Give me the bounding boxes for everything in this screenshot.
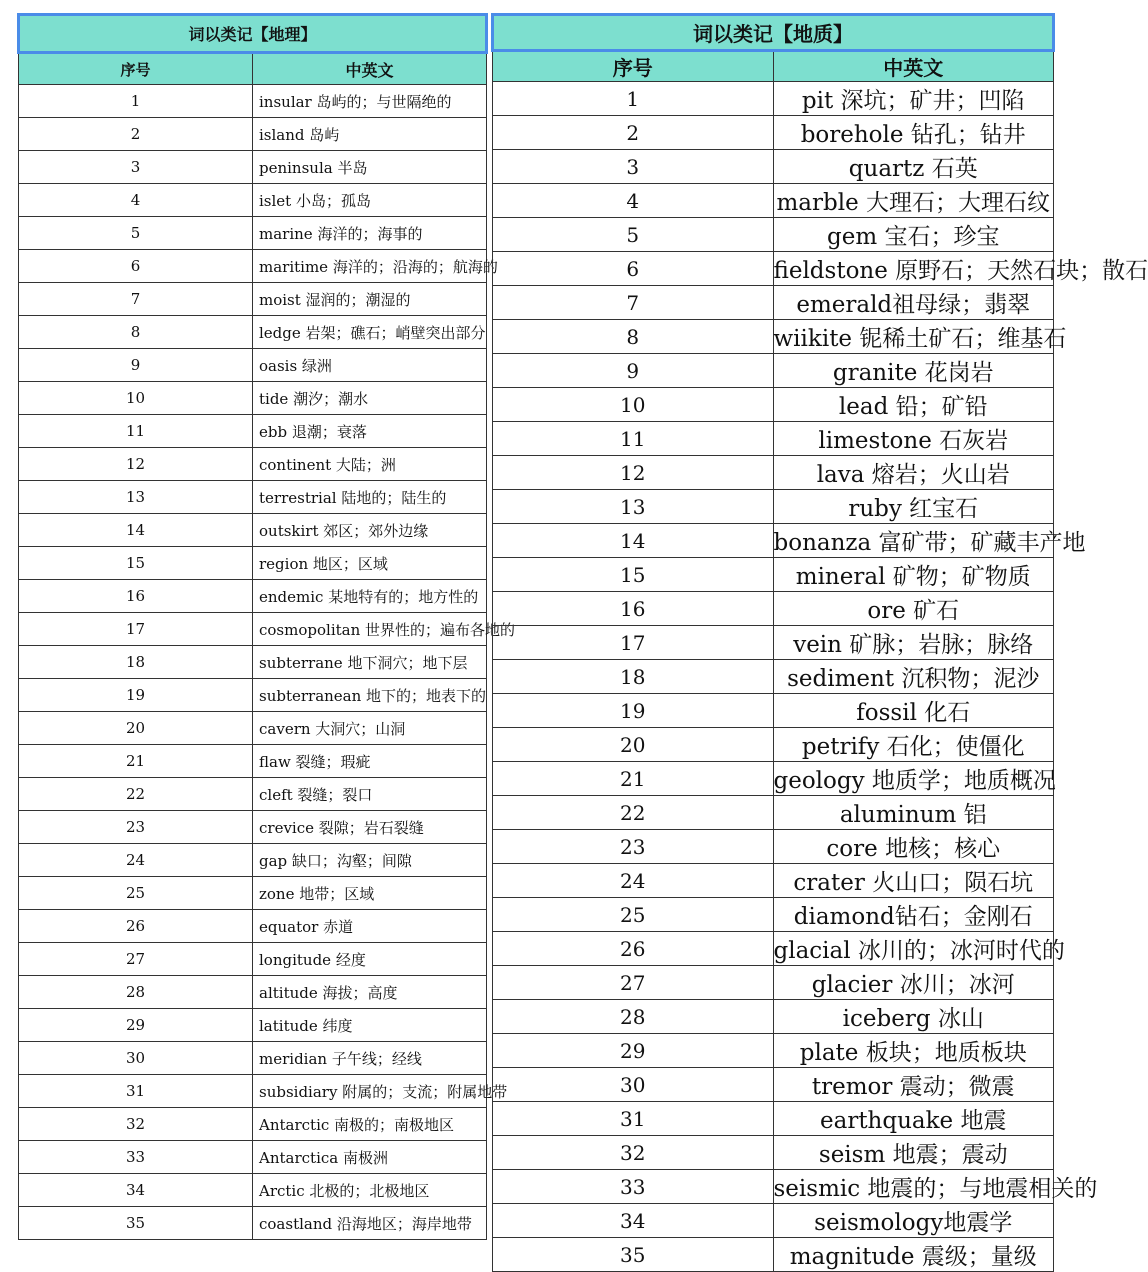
geology-row-number: 26	[493, 932, 774, 966]
geology-table-row	[493, 796, 1054, 830]
geology-row-number: 23	[493, 830, 774, 864]
geology-row-term: seismic 地震的；与地震相关的	[773, 1170, 1054, 1204]
geology-row-term: tremor 震动；微震	[773, 1068, 1054, 1102]
geography-row-number: 26	[19, 910, 253, 943]
geology-table-row	[493, 898, 1054, 932]
geography-table-row	[19, 184, 487, 217]
geology-row-number: 28	[493, 1000, 774, 1034]
geography-row-number: 8	[19, 316, 253, 349]
geology-table-row	[493, 252, 1054, 286]
geology-table-row	[493, 422, 1054, 456]
geology-row-term: lead 铅；矿铅	[773, 388, 1054, 422]
geology-table-row	[493, 592, 1054, 626]
geography-table-row	[19, 646, 487, 679]
geology-row-term: quartz 石英	[773, 150, 1054, 184]
geography-table-row	[19, 844, 487, 877]
geology-row-number: 24	[493, 864, 774, 898]
geography-row-term: oasis 绿洲	[253, 349, 487, 382]
geography-row-number: 16	[19, 580, 253, 613]
geology-row-term: seism 地震；震动	[773, 1136, 1054, 1170]
geology-table-title: 词以类记【地质】	[493, 15, 1054, 51]
geography-row-term: gap 缺口；沟壑；间隙	[253, 844, 487, 877]
geography-table-row	[19, 877, 487, 910]
geology-row-number: 10	[493, 388, 774, 422]
geology-table-row	[493, 1068, 1054, 1102]
geology-table-row	[493, 184, 1054, 218]
geology-table-row	[493, 1204, 1054, 1238]
geography-row-number: 18	[19, 646, 253, 679]
geography-row-term: longitude 经度	[253, 943, 487, 976]
geology-row-term: seismology地震学	[773, 1204, 1054, 1238]
geography-row-number: 20	[19, 712, 253, 745]
geology-table-row	[493, 558, 1054, 592]
geography-table-row	[19, 811, 487, 844]
geology-row-number: 6	[493, 252, 774, 286]
geography-table-row	[19, 1009, 487, 1042]
geology-row-number: 16	[493, 592, 774, 626]
geology-row-number: 1	[493, 82, 774, 116]
geography-col-term: 中英文	[253, 53, 487, 85]
geography-table-row	[19, 547, 487, 580]
geography-table-row	[19, 514, 487, 547]
geology-row-term: diamond钻石；金刚石	[773, 898, 1054, 932]
geography-row-number: 34	[19, 1174, 253, 1207]
geology-row-term: fossil 化石	[773, 694, 1054, 728]
geography-row-term: cleft 裂缝；裂口	[253, 778, 487, 811]
geography-row-number: 25	[19, 877, 253, 910]
geography-row-term: cosmopolitan 世界性的；遍布各地的	[253, 613, 487, 646]
geography-row-term: meridian 子午线；经线	[253, 1042, 487, 1075]
geology-row-number: 5	[493, 218, 774, 252]
geography-row-term: terrestrial 陆地的；陆生的	[253, 481, 487, 514]
geography-row-term: Arctic 北极的；北极地区	[253, 1174, 487, 1207]
geology-row-term: bonanza 富矿带；矿藏丰产地	[773, 524, 1054, 558]
geology-row-number: 15	[493, 558, 774, 592]
geography-table-row	[19, 613, 487, 646]
geology-table-row	[493, 524, 1054, 558]
geography-row-term: altitude 海拔；高度	[253, 976, 487, 1009]
geography-row-number: 11	[19, 415, 253, 448]
geology-table-row	[493, 762, 1054, 796]
geography-table-row	[19, 1075, 487, 1108]
geology-row-number: 9	[493, 354, 774, 388]
geography-row-term: subterrane 地下洞穴；地下层	[253, 646, 487, 679]
geology-table-row	[493, 82, 1054, 116]
geology-row-term: ore 矿石	[773, 592, 1054, 626]
geography-row-term: subterranean 地下的；地表下的	[253, 679, 487, 712]
geography-row-number: 19	[19, 679, 253, 712]
geography-title-row	[19, 15, 487, 53]
geology-row-number: 19	[493, 694, 774, 728]
geography-row-number: 33	[19, 1141, 253, 1174]
geography-table-row	[19, 481, 487, 514]
geography-row-number: 35	[19, 1207, 253, 1240]
geology-row-number: 22	[493, 796, 774, 830]
geology-table-row	[493, 864, 1054, 898]
geology-table-row	[493, 830, 1054, 864]
geology-row-number: 12	[493, 456, 774, 490]
geography-table-row	[19, 349, 487, 382]
geology-row-number: 7	[493, 286, 774, 320]
geography-table-row	[19, 910, 487, 943]
geography-table-row	[19, 151, 487, 184]
geology-table-row	[493, 490, 1054, 524]
geology-row-number: 18	[493, 660, 774, 694]
geology-row-number: 3	[493, 150, 774, 184]
geography-row-term: latitude 纬度	[253, 1009, 487, 1042]
geology-row-number: 33	[493, 1170, 774, 1204]
geology-row-number: 2	[493, 116, 774, 150]
geology-row-number: 8	[493, 320, 774, 354]
geology-row-term: marble 大理石；大理石纹	[773, 184, 1054, 218]
geology-row-term: pit 深坑；矿井；凹陷	[773, 82, 1054, 116]
geology-row-term: petrify 石化；使僵化	[773, 728, 1054, 762]
geology-row-number: 32	[493, 1136, 774, 1170]
geology-row-number: 11	[493, 422, 774, 456]
geology-row-term: granite 花岗岩	[773, 354, 1054, 388]
geography-row-number: 27	[19, 943, 253, 976]
geography-row-term: insular 岛屿的；与世隔绝的	[253, 85, 487, 118]
geography-row-term: cavern 大洞穴；山洞	[253, 712, 487, 745]
geography-table-row	[19, 1174, 487, 1207]
geography-row-term: equator 赤道	[253, 910, 487, 943]
geography-row-number: 6	[19, 250, 253, 283]
geography-row-term: flaw 裂缝；瑕疵	[253, 745, 487, 778]
geology-table-row	[493, 1136, 1054, 1170]
geology-title-row	[493, 15, 1054, 51]
geography-row-term: moist 湿润的；潮湿的	[253, 283, 487, 316]
geology-table-row	[493, 1238, 1054, 1272]
geology-table-row	[493, 660, 1054, 694]
geography-table-row	[19, 316, 487, 349]
geography-row-term: coastland 沿海地区；海岸地带	[253, 1207, 487, 1240]
geology-table-row	[493, 286, 1054, 320]
geology-row-term: borehole 钻孔；钻井	[773, 116, 1054, 150]
geography-row-number: 12	[19, 448, 253, 481]
geology-table-row	[493, 456, 1054, 490]
geography-table-row	[19, 745, 487, 778]
geography-table-row	[19, 580, 487, 613]
geology-row-term: iceberg 冰山	[773, 1000, 1054, 1034]
geography-row-number: 23	[19, 811, 253, 844]
geology-table-row	[493, 1000, 1054, 1034]
geography-row-number: 13	[19, 481, 253, 514]
geography-table-row	[19, 976, 487, 1009]
geography-row-number: 31	[19, 1075, 253, 1108]
geology-row-term: ruby 红宝石	[773, 490, 1054, 524]
geology-row-term: gem 宝石；珍宝	[773, 218, 1054, 252]
geology-table-row	[493, 388, 1054, 422]
geography-row-number: 17	[19, 613, 253, 646]
geography-table-body	[19, 15, 516, 1240]
geography-row-term: island 岛屿	[253, 118, 487, 151]
geology-table-row	[493, 1102, 1054, 1136]
geography-row-number: 3	[19, 151, 253, 184]
geography-row-number: 32	[19, 1108, 253, 1141]
geology-row-term: plate 板块；地质板块	[773, 1034, 1054, 1068]
geography-row-term: peninsula 半岛	[253, 151, 487, 184]
geology-row-term: mineral 矿物；矿物质	[773, 558, 1054, 592]
geography-row-term: region 地区；区域	[253, 547, 487, 580]
geography-table-title: 词以类记【地理】	[19, 15, 487, 53]
geography-table-row	[19, 382, 487, 415]
geography-row-term: maritime 海洋的；沿海的；航海的	[253, 250, 487, 283]
geology-row-number: 31	[493, 1102, 774, 1136]
geology-row-term: glacier 冰川；冰河	[773, 966, 1054, 1000]
geography-table-row	[19, 85, 487, 118]
geography-row-term: islet 小岛；孤岛	[253, 184, 487, 217]
geography-table-row	[19, 283, 487, 316]
geology-row-term: magnitude 震级；量级	[773, 1238, 1054, 1272]
geography-row-number: 24	[19, 844, 253, 877]
geology-table-row	[493, 1034, 1054, 1068]
geography-row-number: 5	[19, 217, 253, 250]
geography-row-number: 29	[19, 1009, 253, 1042]
geology-row-term: vein 矿脉；岩脉；脉络	[773, 626, 1054, 660]
geology-row-term: geology 地质学；地质概况	[773, 762, 1054, 796]
geography-table-row	[19, 943, 487, 976]
geology-row-number: 13	[493, 490, 774, 524]
geography-table-row	[19, 778, 487, 811]
geography-table-row	[19, 250, 487, 283]
geography-table-row	[19, 415, 487, 448]
geology-row-term: sediment 沉积物；泥沙	[773, 660, 1054, 694]
geography-row-number: 22	[19, 778, 253, 811]
geography-row-term: continent 大陆；洲	[253, 448, 487, 481]
geography-table-row	[19, 217, 487, 250]
geology-row-term: limestone 石灰岩	[773, 422, 1054, 456]
geology-row-number: 17	[493, 626, 774, 660]
geology-table-row	[493, 694, 1054, 728]
geology-table-row	[493, 966, 1054, 1000]
geography-row-term: outskirt 郊区；郊外边缘	[253, 514, 487, 547]
geography-table-row	[19, 118, 487, 151]
geology-row-term: emerald祖母绿；翡翠	[773, 286, 1054, 320]
geology-row-number: 21	[493, 762, 774, 796]
geology-table-row	[493, 150, 1054, 184]
geography-row-term: Antarctic 南极的；南极地区	[253, 1108, 487, 1141]
geography-row-number: 21	[19, 745, 253, 778]
geology-row-number: 29	[493, 1034, 774, 1068]
geology-table-row	[493, 932, 1054, 966]
geology-table-row	[493, 116, 1054, 150]
geology-table-row	[493, 218, 1054, 252]
geography-table-row	[19, 1042, 487, 1075]
geology-row-number: 14	[493, 524, 774, 558]
geography-table-row	[19, 1141, 487, 1174]
geography-row-number: 30	[19, 1042, 253, 1075]
geography-row-number: 9	[19, 349, 253, 382]
geology-row-term: aluminum 铝	[773, 796, 1054, 830]
geology-table-row	[493, 354, 1054, 388]
geography-table-row	[19, 712, 487, 745]
geography-row-term: marine 海洋的；海事的	[253, 217, 487, 250]
geography-row-term: Antarctica 南极洲	[253, 1141, 487, 1174]
geography-row-term: subsidiary 附属的；支流；附属地带	[253, 1075, 487, 1108]
geography-col-number: 序号	[19, 53, 253, 85]
geography-row-term: ebb 退潮；衰落	[253, 415, 487, 448]
geology-row-number: 30	[493, 1068, 774, 1102]
geology-row-term: crater 火山口；陨石坑	[773, 864, 1054, 898]
geology-row-number: 4	[493, 184, 774, 218]
geology-row-number: 27	[493, 966, 774, 1000]
geography-row-term: ledge 岩架；礁石；峭壁突出部分	[253, 316, 487, 349]
geography-row-number: 14	[19, 514, 253, 547]
geography-row-term: zone 地带；区域	[253, 877, 487, 910]
geology-row-term: wiikite 铌稀土矿石；维基石	[773, 320, 1054, 354]
geology-col-term: 中英文	[773, 51, 1054, 82]
geography-row-number: 7	[19, 283, 253, 316]
geology-table-row	[493, 728, 1054, 762]
geology-row-number: 20	[493, 728, 774, 762]
geography-row-number: 2	[19, 118, 253, 151]
geology-row-number: 25	[493, 898, 774, 932]
geology-col-number: 序号	[493, 51, 774, 82]
geology-table-row	[493, 320, 1054, 354]
geography-row-number: 28	[19, 976, 253, 1009]
geography-row-number: 15	[19, 547, 253, 580]
geography-row-term: tide 潮汐；潮水	[253, 382, 487, 415]
geology-vocab-table	[491, 13, 1148, 1272]
geography-row-term: endemic 某地特有的；地方性的	[253, 580, 487, 613]
geography-table-row	[19, 679, 487, 712]
geography-table-row	[19, 1108, 487, 1141]
geography-row-number: 1	[19, 85, 253, 118]
geography-header-row	[19, 53, 487, 85]
geology-row-term: earthquake 地震	[773, 1102, 1054, 1136]
geology-row-term: core 地核；核心	[773, 830, 1054, 864]
geography-row-number: 4	[19, 184, 253, 217]
geology-row-term: lava 熔岩；火山岩	[773, 456, 1054, 490]
geology-table-body	[493, 15, 1148, 1272]
geology-header-row	[493, 51, 1054, 82]
geology-table-row	[493, 1170, 1054, 1204]
geology-row-term: fieldstone 原野石；天然石块；散石	[773, 252, 1054, 286]
geology-row-number: 34	[493, 1204, 774, 1238]
geology-table-row	[493, 626, 1054, 660]
geology-row-term: glacial 冰川的；冰河时代的	[773, 932, 1054, 966]
geography-table-row	[19, 1207, 487, 1240]
geology-row-number: 35	[493, 1238, 774, 1272]
geography-vocab-table	[17, 13, 516, 1240]
geography-row-term: crevice 裂隙；岩石裂缝	[253, 811, 487, 844]
geography-row-number: 10	[19, 382, 253, 415]
geography-table-row	[19, 448, 487, 481]
